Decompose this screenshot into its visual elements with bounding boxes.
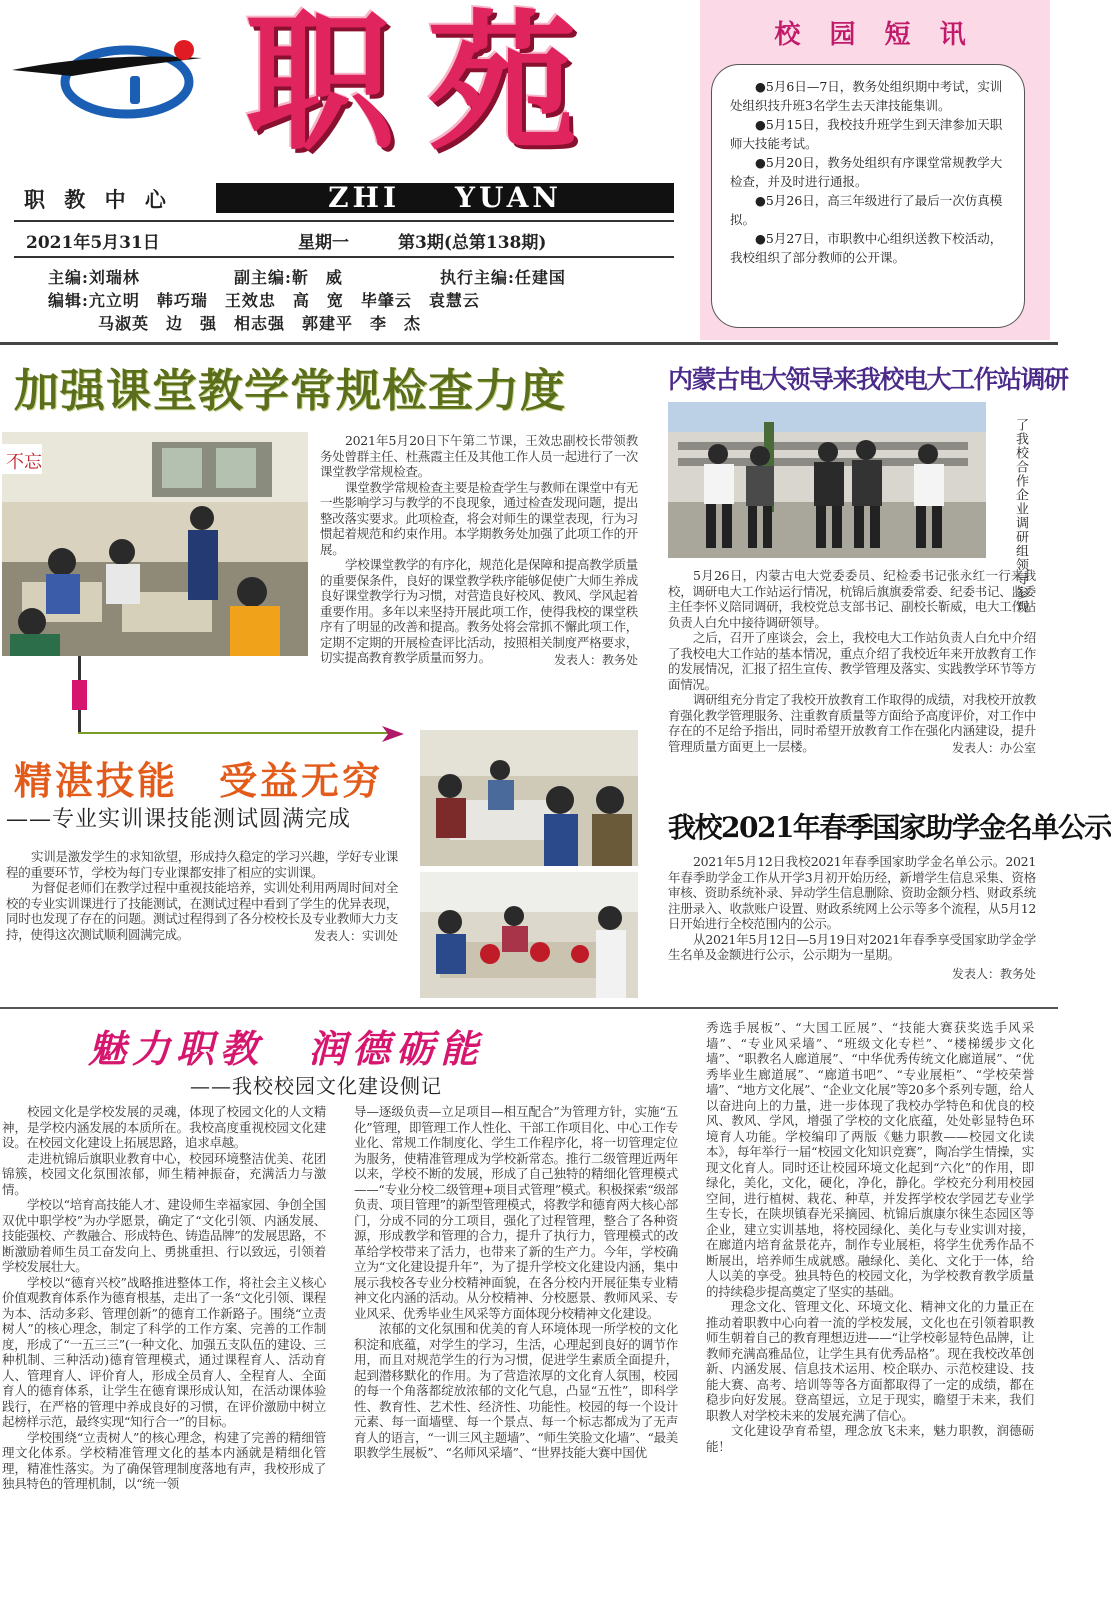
- article5-paragraph: 浓郁的文化氛围和优美的育人环境体现一所学校的文化积淀和底蕴，对学生的学习，生活，心理起到良好的调节作用，而且对规范学生的行为习惯，促进学生素质全面提升，起到潜移默化的作用。为了营造浓厚的文化育人氛围，校园的每一个角落都绽放浓郁的文化气息，凸显“五性”，即科学性、教育性、艺术性、经济性、功能性。校园的每一个设计元素、每一面墙壁、每一个景点、每一个标志都成为了无声育人的语言，“一训三风主题墙”、“师生笑脸文化墙”、“最美职教学生展板”、“名师风采墙”、“世界技能大赛中国优: [354, 1321, 678, 1460]
- article5-column-3: [706, 1020, 1034, 1598]
- connector-marker: [72, 680, 87, 710]
- article1-paragraph: 课堂教学常规检查主要是检查学生与教师在课堂中有无一些影响学习与教学的不良现象，通过检查发现问题，提出整改落实要求。此项检查，将会对师生的课堂表现，行为习惯起着规范和约束作用。本学期教务处加强了此项工作的开展。: [320, 479, 638, 557]
- news-title: 校 园 短 讯: [774, 20, 976, 50]
- article2-paragraph: 之后，召开了座谈会，会上，我校电大工作站负责人白允中介绍了我校电大工作站的基本情况，重点介绍了我校近年来开放教育工作的发展情况，汇报了招生宣传、教学管理及落实、实践教学环节等方面情况。: [668, 630, 1036, 692]
- article5-paragraph: 秀选手展板”、“大国工匠展”、“技能大赛获奖选手风采墙”、“专业风采墙”、“班级文化专栏”、“楼梯缓步文化墙”、“职教名人廊道展”、“中华优秀传统文化廊道展”、“优秀毕业生廊道展”、“廊道书吧”、“专业展柜”、“学校荣誉墙”、“地方文化展”、“企业文化展”等20多个系列专题，给人以奋进向上的力量，进一步体现了我校办学特色和优良的校风、教风、学风，增强了学校的文化底蕴，处处彰显特色环境育人功能。学校编印了两版《魅力职教——校园文化读本》，每年举行一届“校园文化知识竞赛”，陶冶学生情操，实现文化育人。同时还让校园环境文化起到“六化”的作用，即绿化，美化，文化，硬化，净化，静化。学校充分利用校园空间，进行植树、栽花、种草，并发挥学校农学园艺专业学生专长，在陕坝镇春光采摘园、杭锦后旗康尔徕生态园区等企业，建立实训基地，将校园绿化、美化与专业实训对接，在廊道内培育盆景花卉，制作专业展柜，将学生优秀作品不断展出，培养师生成就感。融绿化、美化、文化于一体，给人以美的享受。独具特色的校园文化，为学校教育教学质量的持续稳步提高奠定了坚实的基础。: [706, 1020, 1034, 1299]
- news-item: ●5月20日，教务处组织有序课堂常规教学大检查，并及时进行通报。: [730, 155, 1003, 189]
- article3-paragraph: 为督促老师们在教学过程中重视技能培养，实训处利用两周时间对全校的专业实训课进行了技能测试，在测试过程中看到了学生的优异表现，同时也发现了存在的问题。测试过程得到了各分校校长及专业教师大力支持，使得这次测试顺利圆满完成。: [6, 880, 398, 942]
- article5-paragraph: 校园文化是学校发展的灵魂，体现了校园文化的人文精神，是学校内涵发展的本质所在。我校高度重视校园文化建设。在校园文化建设上拓展思路，追求卓越。: [2, 1104, 326, 1150]
- visit-photo-caption: 了我校合作企业调研组领导参观: [1013, 418, 1028, 614]
- article5-paragraph: 走进杭锦后旗职业教育中心，校园环境整洁优美、花团锦簇，校园文化氛围浓郁，师生精神振奋，充满活力与激情。: [2, 1150, 326, 1197]
- masthead-pinyin: ZHI YUAN: [328, 181, 562, 214]
- news-item: ●5月15日，我校技升班学生到天津参加天职师大技能考试。: [730, 117, 1003, 151]
- article4-paragraph: 2021年5月12日我校2021年春季国家助学金名单公示。2021年春季助学金工作从开学3月初开始历经，新增学生信息采集、资格审核、资助系统补录、异动学生信息删除、资助金额分档、财政系统注册录入、收款账户设置、财政系统网上公示等多个流程，从5月12日开始进行全校范围内的公示。: [668, 854, 1036, 931]
- news-item: ●5月26日，高三年级进行了最后一次仿真模拟。: [730, 193, 1003, 227]
- article2-paragraph: 5月26日，内蒙古电大党委委员、纪检委书记张永红一行来我校，调研电大工作站运行情况，杭锦后旗旗委常委、纪委书记、监委主任李怀义陪同调研，我校党总支部书记、副校长靳威，电大工作站负责人白允中接待调研领导。: [668, 568, 1036, 630]
- skills-photo-2: [420, 872, 638, 998]
- news-box: [711, 64, 1025, 328]
- editors-line-2: 马淑英 边 强 相志强 郭建平 李 杰: [98, 314, 422, 333]
- deputy-editor: 副主编:靳 威: [234, 268, 343, 287]
- article2-author: 发表人：办公室: [951, 741, 1036, 755]
- skills-photo-1: [420, 730, 638, 866]
- article1-paragraph: 2021年5月20日下午第二节课，王效忠副校长带领教务处曾群主任、杜燕霞主任及其他工作人员一起进行了一次课堂教学常规检查。: [320, 433, 638, 479]
- masthead-org: 职 教 中 心: [24, 187, 172, 212]
- article4-body: [668, 854, 1036, 982]
- article3-author: 发表人：实训处: [313, 929, 398, 943]
- svg-text:不忘: 不忘: [6, 452, 42, 473]
- article5-paragraph: 理念文化、管理文化、环境文化、精神文化的力量正在推动着职教中心向着一流的学校发展，文化也在引领着职教师生朝着自己的教育理想迈进——“让学校彰显特色品牌，让教师充满高雅品位，让学生具有优秀品格”。现在我校改革创新、内涵发展、信息技术运用、校企联办、示范校建设、技能大赛、高考、培训等等各方面都取得了一定的成绩，都在稳步向好发展。登高望远，立足于现实，瞻望于未来，我们职教人对学校未来的发展充满了信心。: [706, 1299, 1034, 1423]
- editors-line-1: 编辑:亢立明 韩巧瑞 王效忠 高 宽 毕肇云 袁慧云: [48, 291, 480, 310]
- article2-body: [668, 568, 1036, 756]
- classroom-photo: [2, 432, 308, 656]
- article5-paragraph: 学校以“培育高技能人才、建设师生幸福家园、争创全国双优中职学校”为办学愿景，确定了“文化引领、内涵发展、技能强校、产教融合、形成特色、铸造品牌”的发展思路，不断激励着师生员工奋发向上、勇挑重担、行以致远，引领着学校发展壮大。: [2, 1197, 326, 1274]
- article5-paragraph: 学校以“德育兴校”战略推进整体工作，将社会主义核心价值观教育体系作为德育根基，走出了一条“文化引领、课程为本、活动多彩、管理创新”的德育工作新路子。围绕“立责树人”的核心理念，制定了科学的工作方案、完善的工作制度，形成了“一五三三”(一种文化、加强五支队伍的建设、三种机制、三种活动)德育管理模式，通过课程育人、活动育人、管理育人、评价育人，形成全员育人、全程育人、全面育人的德育体系，让学生在德育课形成认知，在活动课体验践行，在严格的管理中养成良好的习惯，在评价激励中树立起榜样示范，最终实现“知行合一”的目标。: [2, 1274, 326, 1429]
- logo-icon: [12, 30, 212, 118]
- article5-title: 魅力职教 润德砺能: [88, 1026, 485, 1071]
- article4-author: 发表人：教务处: [951, 966, 1036, 981]
- news-item: ●5月6日—7日，教务处组织期中考试，实训处组织技升班3名学生去天津技能集训。: [730, 79, 1003, 113]
- exec-editor: 执行主编:任建国: [440, 268, 566, 287]
- article5-subtitle: ——我校校园文化建设侧记: [190, 1074, 442, 1098]
- article5-column-2: [354, 1104, 678, 1598]
- article1-paragraph: 学校课堂教学的有序化，规范化是保障和提高教学质量的重要保条件，良好的课堂教学秩序能够促使广大师生养成良好课堂教学行为习惯，对营造良好校风、教风、学风起着重要作用。多年以来坚持开展此项工作，使得我校的课堂秩序有了明显的改善和提高。教务处将会常抓不懈此项工作，定期不定期的开展检查评比活动，按照相关制度严格要求，切实提高教育教学质量而努力。: [320, 557, 638, 665]
- article5-paragraph: 文化建设孕育希望，理念放飞未来，魅力职教，润德砺能！: [706, 1423, 1034, 1454]
- news-item: ●5月27日，市职教中心组织送教下校活动，我校组织了部分教师的公开课。: [730, 231, 1003, 265]
- article1-title: 加强课堂教学常规检查力度: [14, 364, 567, 417]
- article4-paragraph: 从2021年5月12日—5月19日对2021年春季享受国家助学金学生名单及金额进行公示，公示期为一星期。: [668, 931, 1036, 962]
- article3-body: [6, 849, 398, 944]
- issue-number: 第3期(总第138期): [398, 233, 547, 253]
- article3-title: 精湛技能 受益无穷: [14, 758, 384, 803]
- issue-weekday: 星期一: [298, 233, 349, 253]
- article4-title: 我校2021年春季国家助学金名单公示: [668, 811, 1111, 844]
- article5-paragraph: 导—逐级负责—立足项目—相互配合”为管理方针，实施“五化”管理，即管理工作人性化、干部工作项目化、中心工作专业化、常规工作制度化、学生工作程序化，将一切管理定位为服务，使精准管理成为学校新常态。推行二级管理近两年以来，学校不断的发展，形成了自己独特的精细化管理模式——“专业分校二级管理+项目式管理”模式。积极探索“级部负责、项目管理”的新型管理模式，将教学和德育两大核心部门，分成不同的分工项目，强化了过程管理，整合了各种资源，形成教学和管理的合力，提升了执行力，管理模式的改革给学校带来了活力，也带来了新的生产力。今年，学校确立为“文化建设提升年”，为了提升学校文化建设内涵，集中展示我校各专业分校精神面貌，在各分校内开展征集专业精神文化内涵的活动。从分校精神、分校愿景、教师风采、专业风采、优秀毕业生风采等方面体现分校精神文化建设。: [354, 1104, 678, 1321]
- masthead-title: 职 苑: [245, 0, 568, 171]
- issue-date: 2021年5月31日: [26, 233, 160, 253]
- article3-subtitle: ——专业实训课技能测试圆满完成: [6, 807, 352, 832]
- article1-body: [320, 433, 638, 668]
- logo: [12, 30, 212, 118]
- arrow-icon: [382, 722, 406, 748]
- chief-editor: 主编:刘瑞林: [48, 268, 140, 287]
- article2-title: 内蒙古电大领导来我校电大工作站调研: [668, 365, 1068, 394]
- article5-paragraph: 学校围绕“立责树人”的核心理念，构建了完善的精细管理文化体系。学校精准管理文化的基本内涵就是精细化管理，精准性落实。为了确保管理制度落地有声，我校形成了独具特色的管理机制，以“统一领: [2, 1429, 326, 1491]
- connector-line: [78, 732, 398, 734]
- article2-paragraph: 调研组充分肯定了我校开放教育工作取得的成绩，对我校开放教育强化教学管理服务、注重教育质量等方面给予高度评价，对工作中存在的不足给予指出，同时希望开放教育工作在强化内涵建设，提升管理质量方面更上一层楼。: [668, 692, 1036, 754]
- article5-column-1: [2, 1104, 326, 1598]
- article3-paragraph: 实训是激发学生的求知欲望，形成持久稳定的学习兴趣，学好专业课程的重要环节，学校为每门专业课都安排了相应的实训课。: [6, 849, 398, 880]
- article1-author: 发表人：教务处: [553, 652, 638, 667]
- visit-photo: [668, 402, 986, 558]
